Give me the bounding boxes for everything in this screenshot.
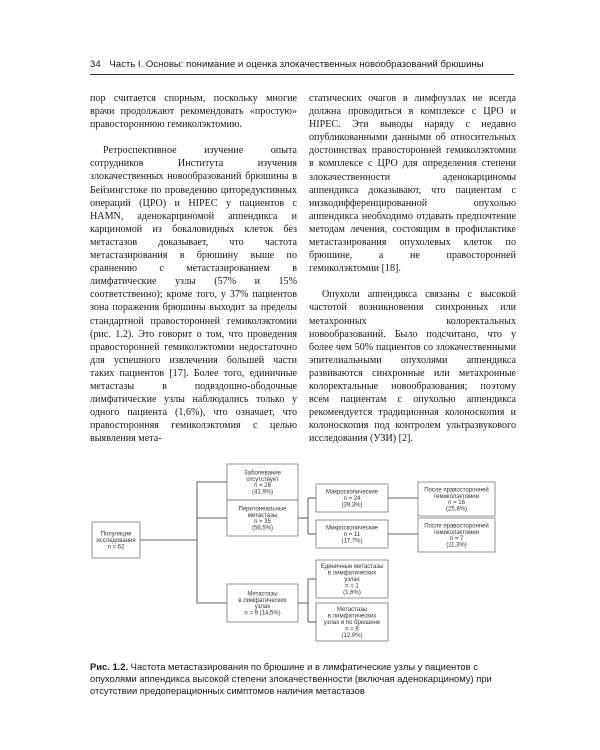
caption-text: Частота метастазирования по брюшине и в лимфатические узлы у пациентов с опухолями аппендикса высокой степени злокачественности (включая аденокарциному) при отсутствии предоперационных симптомов наличия метастазов: [90, 661, 492, 696]
diagram-label-line: (41,9%): [251, 489, 274, 496]
figure-caption: [90, 661, 514, 697]
diagram-label-line: Метастазы: [336, 607, 368, 614]
diagram-label-line: (56,5%): [251, 525, 274, 532]
diagram-label-line: узлах: [254, 604, 271, 611]
right-paragraph-2: Опухоли аппендикса связаны с высокой частотой возникновения синхронных или метахронных колоректальных новообразований. Было подсчитано, что у более чем 50% пациентов со злокачественными эпителиальными опухолями аппендикса развиваются синхронные или метахронные колоректальные новообразования; поэтому всем пациентам с опухолью аппендикса рекомендуется традиционная колоноскопия и колоноскопия под контролем ультразвукового исследования (УЗИ) [2].: [309, 289, 516, 445]
diagram-label-line: n = 8: [345, 626, 359, 633]
diagram-label-line: гемиколэктомии: [434, 493, 479, 500]
diagram-label-line: Макроскопические: [325, 489, 379, 496]
diagram-label-line: (39,3%): [341, 502, 363, 509]
left-column: [90, 92, 297, 445]
left-paragraph-2: Ретроспективное изучение опыта сотрудников Института изучения злокачественных новообразований брюшины в Бейзингстоке по проведению циторедуктивных операций (ЦРО) и HIPEC у пациентов с HAMN, аденокарциномой аппендикса и карциномой из бокаловидных клеток без метастазов доказывает, что частота метастазирования в брюшину выше по сравнению с метастазированием в лимфатические узлы (57% и 15% соответственно); кроме того, у 37% пациентов зона поражения брюшины выходит за пределы стандартной правосторонней гемиколэктомии (рис. 1.2). Это говорит о том, что проведения правосторонней гемиколэктомии недостаточно для успешного извлечения большей части таких пациентов [17]. Более того, единичные метастазы в подвздошно-ободочные лимфатические узлы наблюдались только у одного пациента (1,6%), что означает, что правосторонняя гемиколэктомия с целью выявления мета-: [90, 145, 297, 445]
left-paragraph-1: пор считается спорным, поскольку многие врачи продолжают рекомендовать «простую» правостороннюю гемиколэктомию.: [90, 93, 297, 131]
diagram-label-line: n = 26: [254, 483, 271, 490]
diagram-label-line: (12,9%): [341, 632, 363, 639]
running-header: [90, 59, 514, 70]
diagram-label-line: отсутствует: [246, 476, 279, 483]
running-title: Часть I. Основы: понимание и оценка злокачественных новообразований брюшины: [109, 59, 484, 70]
diagram-label-line: Метастазы: [247, 591, 278, 598]
right-paragraph-1: статических очагов в лимфоузлах не всегда должна проводиться в комплексе с ЦРО и HIPEC. Эти выводы наряду с недавно опубликованными данными об относительных достоинствах правосторонней гемиколэктомии в комплексе с ЦРО для определения степени злокачественности аденокарциномы аппендикса доказывают, что пациентам с низкодифференцированной опухолью аппендикса необходимо отдавать предпочтение методам лечения, состоящим в профилактике метастазирования опухолевых клеток по брюшине, а не правосторонней гемиколэктомии [18].: [309, 93, 516, 275]
diagram-label-line: Перитонеальные: [238, 506, 287, 513]
diagram-label-line: гемиколэктомии: [434, 529, 479, 536]
diagram-label-line: (1,6%): [343, 589, 361, 596]
diagram-label-line: (17,7%): [341, 538, 363, 545]
diagram-label-line: метастазы: [247, 512, 278, 519]
diagram-label-line: n = 62: [107, 544, 125, 551]
diagram-label-line: n = 16: [448, 500, 465, 507]
diagram-label-line: n = 24: [343, 496, 361, 502]
diagram-label-line: в лимфатических: [327, 570, 377, 577]
diagram-label-line: После правосторонней: [424, 487, 489, 494]
diagram-label-line: узлах и по брюшине: [323, 620, 381, 626]
diagram-label-line: n = 1: [345, 583, 359, 590]
page-number: 34: [90, 59, 101, 70]
diagram-label-line: исследования: [96, 538, 136, 544]
caption-label: Рис. 1.2.: [90, 661, 129, 672]
diagram-label-line: После правосторонней: [424, 523, 489, 530]
diagram-label-line: n = 11: [343, 532, 361, 538]
diagram-label-line: n = 35: [254, 519, 271, 526]
flow-diagram: [90, 458, 514, 653]
diagram-label-line: Заболевание: [244, 470, 281, 477]
diagram-label-line: Популяция: [100, 531, 132, 538]
diagram-label-line: (25,8%): [445, 506, 468, 513]
diagram-label-line: узлах: [344, 577, 360, 583]
diagram-label-line: в лимфатических: [327, 613, 377, 620]
header-rule: [90, 74, 514, 75]
diagram-label-line: (11,3%): [446, 542, 467, 549]
diagram-label-line: n = 9 (14,5%): [244, 610, 281, 617]
diagram-label-line: в лимфатических: [238, 597, 287, 604]
diagram-label-line: Микроскопические: [325, 525, 379, 532]
diagram-label-line: n = 7: [449, 536, 464, 543]
right-column: [309, 92, 516, 445]
diagram-label-line: Единичные метастазы: [320, 564, 384, 571]
